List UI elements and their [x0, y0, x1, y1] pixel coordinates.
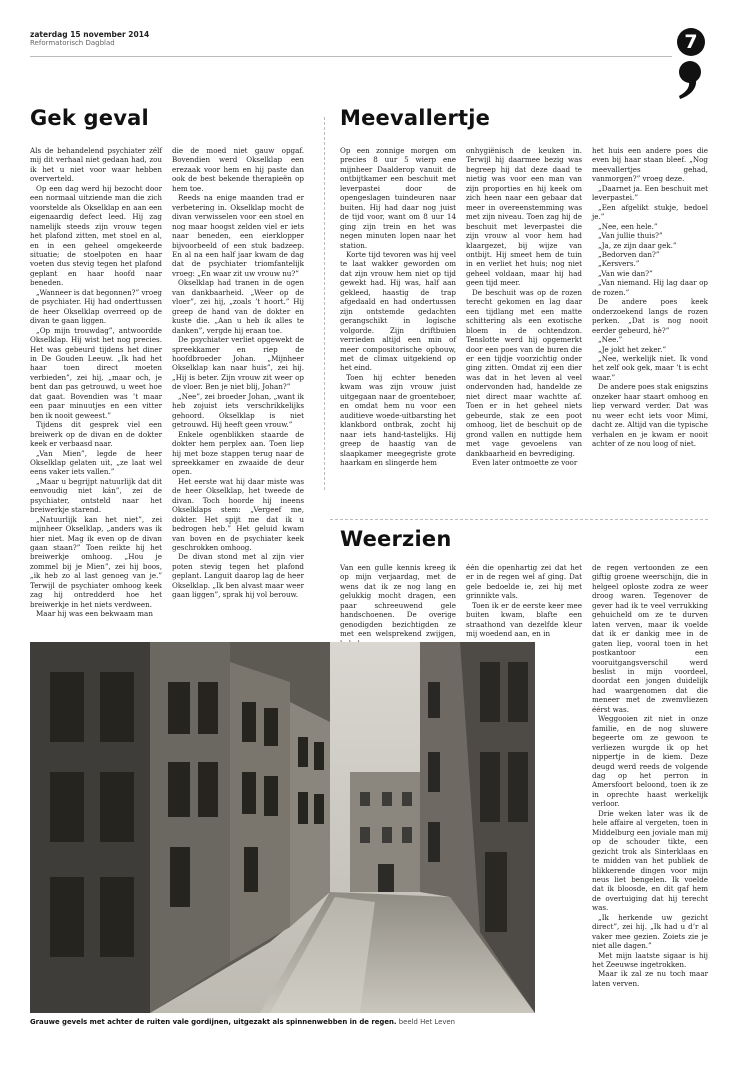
paragraph: Van een gulle kennis kreeg ik op mijn verjaardag, met de wens dat ik ze nog lang en gelukkig mocht dragen, een paar schreeuwend gele handschoenen. De overige genodigden bezichtigden ze met een welsprekend zwijgen,	[340, 563, 456, 639]
paragraph: Toen hij echter beneden kwam was zijn vrouw juist uitgegaan naar de groenteboer, en omdat hem nu voor een auditieve woede-uitbarsting het klankbord ontbrak, zocht hij naar iets hand-tastelijks. Hij greep de haastig van de slaapkamer meegegriste grote haarkam en slingerde hem	[340, 372, 456, 467]
paragraph: „Nee, werkelijk niet. Ik vond het zelf ook gek, maar ’t is echt waar.”	[592, 353, 708, 382]
paragraph: Met mijn laatste sigaar is hij het Zeeuwse ingetrokken.	[592, 950, 708, 970]
issue-date: zaterdag 15 november 2014	[30, 30, 150, 39]
paragraph: „Van wie dan?”	[598, 268, 653, 278]
weerzien-column-3	[592, 563, 708, 1029]
header-divider	[30, 56, 672, 57]
street-photo	[30, 642, 535, 1013]
masthead	[30, 30, 149, 48]
paragraph: „Ja, ze zijn daar gek.”	[598, 240, 677, 250]
paragraph: „Maar u begrijpt natuurlijk dat dit eenvoudig niet kán”, zei de psychiater, ontsteld naar het breiwerkje starend.	[30, 476, 162, 515]
column-divider	[324, 117, 325, 490]
paragraph: De andere poes keek onderzoekend langs de rozen perken. „Dat is nog nooit eerder gebeurd, hè?”	[592, 297, 708, 335]
paragraph: Drie weken later was ik de hele affaire al vergeten, toen in Middelburg een joviale man mij op de schouder tikte, een gezicht trok als Sinterklaas en te midden van het publiek de blikkerende dingen voor mijn neus liet bengelen. Ik voelde dat ik bloosde, en dit gaf hem de overtuiging dat hij terecht was.	[592, 808, 708, 913]
comma-ornament-icon	[675, 60, 705, 100]
gek-geval-column-1	[30, 146, 162, 642]
gek-geval-column-2	[172, 146, 304, 642]
paragraph: Okselklap had tranen in de ogen van dankbaarheid. „Weer op de vloer”, zei hij, „zoals ’t hoort.” Hij greep de hand van de dokter en kuste die. „Aan u heb ik alles te danken”, vergde hij eraan toe.	[172, 278, 304, 335]
paragraph: „Nee.”	[598, 335, 623, 345]
meevallertje-column-2	[466, 146, 582, 496]
article-title-gek-geval: Gek geval	[30, 106, 149, 130]
paragraph: onhygiënisch de keuken in. Terwijl hij daarmee bezig was begreep hij dat deze daad te nietig was voor een man van zijn proporties en hij keek om zich heen naar een gebaar dat meer in overeenstemming was met zijn niveau. Toen zag hij de beschuit met leverpastei die zijn vrouw al voor hem had klaargezet, bij wijze van ontbijt. Hij smeet hem de tuin in en verliet het huis; nog niet geheel voldaan, maar hij had geen tijd meer.	[466, 146, 582, 288]
paragraph: „Van niemand. Hij lag daar op de rozen.”	[592, 278, 708, 297]
weerzien-column-2	[466, 563, 582, 641]
newspaper-name: Reformatorisch Dagblad	[30, 39, 115, 48]
paragraph: „Nee, een hele.”	[598, 221, 658, 231]
paragraph: het huis een andere poes die even bij haar staan bleef. „Nog meevallertjes gehad, vanmorgen?” vroeg deze.	[592, 146, 708, 184]
paragraph: „Nee”, zei broeder Johan, „want ik heb zojuist iets verschrikkelijks gehoord. Okselklap is niet getrouwd. Hij heeft geen vrouw.”	[172, 391, 304, 430]
paragraph: Het eerste wat hij daar miste was de heer Okselklap, het tweede de divan. Toch hoorde hij ineens Okselklaps stem: „Vergeef me, dokter. Het spijt me dat ik u bedrogen heb.” Het geluid kwam van boven en de psychiater keek geschrokken omhoog.	[172, 476, 304, 553]
paragraph: Op een zonnige morgen om precies 8 uur 5 wierp ene mijnheer Daalderop vanuit de ontbijtkamer een beschuit met leverpastei door de opengeslagen tuindeuren naar buiten. Hij had daar nog juist de tijd voor, want om 8 uur 14 ging zijn trein en het was negen minuten lopen naar het station.	[340, 146, 456, 250]
paragraph: „Bedorven dan?”	[598, 249, 660, 259]
paragraph: één die openhartig zei dat het er in de regen wel af ging. Dat gele bedoelde ie, zei hij met grinnikte vals.	[466, 563, 582, 601]
paragraph: Maar hij was een bekwaam man	[36, 609, 153, 619]
page-number: 7	[677, 28, 705, 56]
paragraph: Als de behandelend psychiater zélf mij dit verhaal niet gedaan had, zou ik het u niet voor waar hebben oververteld.	[30, 146, 162, 184]
paragraph: „Wanneer is dat begonnen?” vroeg de psychiater. Hij had onderttussen de heer Okselklap overreed op de divan te gaan liggen.	[30, 287, 162, 326]
paragraph: de regen vertoonden ze een giftig groene weerschijn, die in helgeel oploste zodra ze weer droog waren. Tegenover de gever had ik te veel verrukking gehuicheld om ze te durven laten verven, maar ik voelde dat ik er dankig mee in de gaten liep, vooral toen in het postkantoor een vooruitgangsverschil werd beslist in mijn voordeel, doordat een jongen duidelijk had waargenomen dat die meneer met de zwemvliezen éérst was.	[592, 563, 708, 714]
paragraph: „Ik herkende uw gezicht direct”, zei hij. „Ik had u d’r al vaker mee gezien. Zoiets zie je niet alle dagen.”	[592, 912, 708, 951]
paragraph: Op een dag werd hij bezocht door een normaal uitziende man die zich voorstelde als Okselklap en aan een eigenaardig defect leed. Hij zag namelijk steeds zijn vrouw tegen het plafond zitten, met stoel en al, en in een geheel omgekeerde situatie; de stoelpoten en haar voeten dus stevig tegen het plafond geplant en haar hoofd naar beneden.	[30, 183, 162, 288]
paragraph: „Van Mien”, legde de heer Okselklap gelaten uit, „ze laat wel eens vaker iets vallen.”	[30, 448, 162, 477]
photo-caption	[30, 1018, 535, 1027]
paragraph: De divan stond met al zijn vier poten stevig tegen het plafond geplant. Languit daarop lag de heer Okselklap. „Ik ben alvast maar weer gaan liggen”, sprak hij vol berouw.	[172, 552, 304, 600]
weerzien-column-1	[340, 563, 456, 641]
paragraph: „Een afgelikt stukje, bedoel je.”	[592, 202, 708, 222]
paragraph: „Kersvers.”	[598, 259, 640, 269]
paragraph: De beschuit was op de rozen terecht gekomen en lag daar een tijdlang met een matte schittering als een exotische bloem in de ochtendzon. Tenslotte werd hij opgemerkt door een poes van de buren die er een tijdje voorzichtig onder ging zitten. Omdat zij een dier was dat in het leven al veel ondervonden had, handelde ze niet direct maar wachtte af. Toen er in het geheel niets gebeurde, stak ze een poot omhoog, liet de beschuit op de grond vallen en nuttigde hem met vage gevoelens van dankbaarheid en bevrediging.	[466, 287, 582, 458]
paragraph: Even later ontmoette ze voor	[472, 457, 578, 467]
meevallertje-column-3	[592, 146, 708, 496]
section-divider	[330, 519, 708, 520]
paragraph: „Van jullie thuis?”	[598, 231, 663, 241]
paragraph: Weggooien zit niet in onze familie, en de nog sluwere begeerte om ze gewoon te verliezen wurgde ik op het nippertje in de kiem. Deze deugd werd reeds de volgende dag op het perron in Amersfoort beloond, toen ik ze in oprechte haast werkelijk verloor.	[592, 714, 708, 809]
paragraph: De psychiater verliet opgewekt de spreekkamer en riep de hoofdbroeder Johan. „Mijnheer Okselklap kan naar huis”, zei hij. „Hij is beter. Zijn vrouw zit weer op de vloer. Ben je niet blij, Johan?”	[172, 335, 304, 392]
paragraph: Enkele ogenblikken staarde de dokter hem perplex aan. Toen liep hij met boze stappen terug naar de spreekkamer en zwaaide de deur open.	[172, 429, 304, 477]
photo-credit: beeld Het Leven	[398, 1018, 456, 1026]
paragraph: Maar ik zal ze nu toch maar laten verven.	[592, 969, 708, 988]
paragraph: Toen ik er de eerste keer mee buiten kwam, blafte een straathond van dezelfde kleur mij woedend aan, en in	[466, 600, 582, 639]
paragraph: Tijdens dit gesprek viel een breiwerk op de divan en de dokter keek er verbaasd naar.	[30, 420, 162, 449]
paragraph: „Je jokt het zeker.”	[598, 344, 667, 354]
paragraph: die de moed niet gauw opgaf. Bovendien werd Okselklap een erezaak voor hem en hij paste dan ook de best bekende therapieën op hem toe.	[172, 146, 304, 193]
paragraph: „Op mijn trouwdag”, antwoordde Okselklap. Hij wist het nog precies. Het was gebeurd tijdens het diner in De Gouden Leeuw. „Ik had het haar toen direct moeten verbieden”, zei hij, „maar och, je bent dan pas getrouwd, u weet hoe dat gaat. Bovendien was ’t maar een paar minuutjes en een vitter ben ik nooit geweest.”	[30, 325, 162, 420]
article-title-weerzien: Weerzien	[340, 527, 452, 551]
caption-text: Grauwe gevels met achter de ruiten vale gordijnen, uitgezakt als spinnenwebben in de regen.	[30, 1018, 397, 1026]
meevallertje-column-1	[340, 146, 456, 496]
paragraph: „Daarnet ja. Een beschuit met leverpastei.”	[592, 183, 708, 203]
paragraph: Korte tijd tevoren was hij veel te laat wakker geworden om dat zijn vrouw hem niet op tijd gewekt had. Hij was, half aan gekleed, haastig de trap afgedaald en had ondertussen zijn ontstemde gedachten gerangschikt in logische volgorde. Zijn driftbuien verrieden altijd een min of meer compositorische opbouw, met de climax uitgekiend op het eind.	[340, 249, 456, 373]
paragraph: Reeds na enige maanden trad er verbetering in. Okselklap mocht de divan verwisselen voor een stoel en nog maar hoogst zelden viel er iets naar beneden, een eierklopper bijvoorbeeld of een stuk badzeep. En al na een half jaar kwam de dag dat de psychiater triomfantelijk vroeg: „En waar zit uw vrouw nu?”	[172, 193, 304, 278]
paragraph: De andere poes stak enigszins onzeker haar staart omhoog en liep verward verder. Dat was nu weer echt iets voor Mimi, dacht ze. Altijd van die typische verhalen en je kwam er nooit achter of ze nou loog of niet.	[592, 382, 708, 449]
paragraph: „Natuurlijk kan het niet”, zei mijnheer Okselklap, „anders was ik hier niet. Mag ik even op de divan gaan staan?” Toen reikte hij het breiwerkje omhoog. „Hou je zommel bij je Mien”, zei hij boos, „ik heb zo al last genoeg van je.” Terwijl de psychiater omhoog keek zag hij ontredderd hoe het breiwerkje in het niets verdween.	[30, 514, 162, 609]
article-title-meevallertje: Meevallertje	[340, 106, 491, 130]
